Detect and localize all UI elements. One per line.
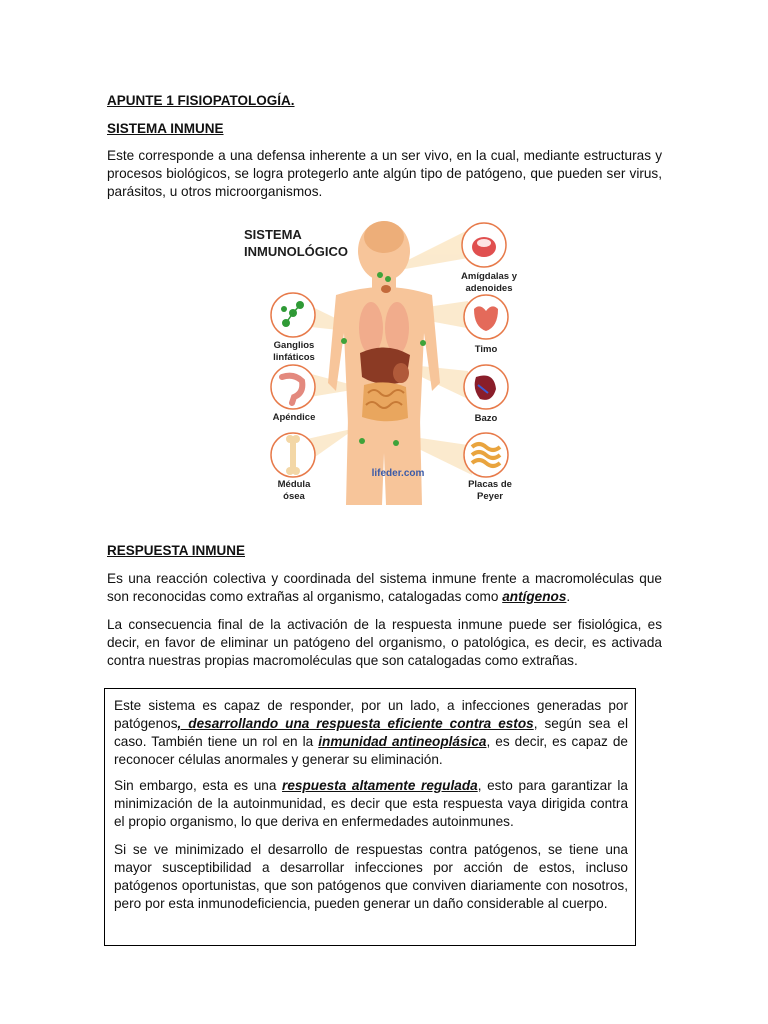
brain-icon: [364, 221, 404, 253]
label-medula-1: Médula: [277, 479, 311, 490]
label-amigdalas-2: adenoides: [465, 283, 513, 294]
label-ganglios-2: linfáticos: [273, 352, 315, 363]
bone-marrow-icon: [271, 433, 315, 477]
peyer-patches-icon: [464, 433, 508, 477]
label-placas-2: Peyer: [477, 491, 503, 502]
label-placas-1: Placas de: [468, 479, 512, 490]
box-paragraph-2: [114, 777, 628, 831]
intro-paragraph: Este corresponde a una defensa inherente a un ser vivo, en la cual, mediante estructuras y procesos biológicos, se logra protegerlo ante algún tipo de patógeno, que pueden ser virus, parásitos, u otros microorganismos.: [107, 148, 662, 199]
figure-title-line2: INMUNOLÓGICO: [244, 244, 348, 259]
label-medula-2: ósea: [283, 491, 305, 502]
spleen-icon: [464, 365, 508, 409]
respuesta-p1-text: Es una reacción colectiva y coordinada del sistema inmune frente a macromoléculas que son reconocidas como extrañas al organismo, catalogadas como: [107, 571, 662, 604]
tonsils-icon: [462, 223, 506, 267]
section-heading-sistema-inmune: SISTEMA INMUNE: [107, 121, 224, 136]
thymus-icon: [464, 295, 508, 339]
lymph-node-icon: [271, 293, 315, 337]
box-p1-text-a: Este sistema es capaz de responder, por un lado, a infecciones generadas por patógenos: [114, 698, 628, 731]
label-bazo: Bazo: [474, 413, 498, 424]
box-p2-emphasis: respuesta altamente regulada: [282, 778, 478, 793]
box-p1-emphasis-2: inmunidad antineoplásica: [318, 734, 487, 749]
section-heading-respuesta-inmune: RESPUESTA INMUNE: [107, 543, 246, 558]
label-apendice: Apéndice: [272, 412, 316, 423]
appendix-icon: [271, 365, 315, 409]
label-timo: Timo: [474, 344, 498, 355]
respuesta-paragraph-1: [107, 570, 662, 606]
thyroid-icon: [381, 285, 391, 293]
box-p1-text-b: , según sea el caso. También tiene un rol en la: [114, 716, 628, 749]
figure-title-line1: SISTEMA: [244, 227, 302, 242]
immune-system-illustration: [236, 213, 518, 505]
box-paragraph-3: Si se ve minimizado el desarrollo de respuestas contra patógenos, se tiene una mayor susceptibilidad a desarrollar infecciones por acción de estos, incluso patógenos oportunistas, que son patógenos que conviven diariamente con nosotros, pero por esta inmunodeficiencia, pueden generar un daño considerable al cuerpo.: [114, 842, 628, 911]
box-p2-text-a: Sin embargo, esta es una: [114, 778, 283, 793]
info-box: [104, 688, 636, 946]
immune-system-figure: [236, 213, 518, 505]
box-p2-text-b: , esto para garantizar la minimización de la autoinmunidad, es decir que esta respuesta vaya dirigida contra el propio organismo, lo que deriva en enfermedades autoinmunes.: [114, 778, 628, 829]
box-paragraph-1: [114, 697, 628, 769]
box-p1-emphasis-1: , desarrollando una respuesta eficiente contra estos: [177, 716, 534, 731]
label-ganglios-1: Ganglios: [273, 340, 315, 351]
box-p1-text-c: , es decir, es capaz de reconocer células anormales y generar su eliminación.: [114, 734, 628, 767]
label-amigdalas-1: Amígdalas y: [461, 271, 517, 282]
respuesta-paragraph-2: La consecuencia final de la activación de la respuesta inmune puede ser fisiológica, es decir, en favor de eliminar un patógeno del organismo, o patológica, es decir, es activada contra nuestras propias macromoléculas que son catalogadas como extrañas.: [107, 617, 662, 668]
respuesta-p1-end: .: [566, 589, 571, 604]
doc-title: APUNTE 1 FISIOPATOLOGÍA.: [107, 93, 295, 108]
antigenos-emphasis: antígenos: [502, 589, 567, 604]
figure-watermark: lifeder.com: [371, 468, 425, 479]
